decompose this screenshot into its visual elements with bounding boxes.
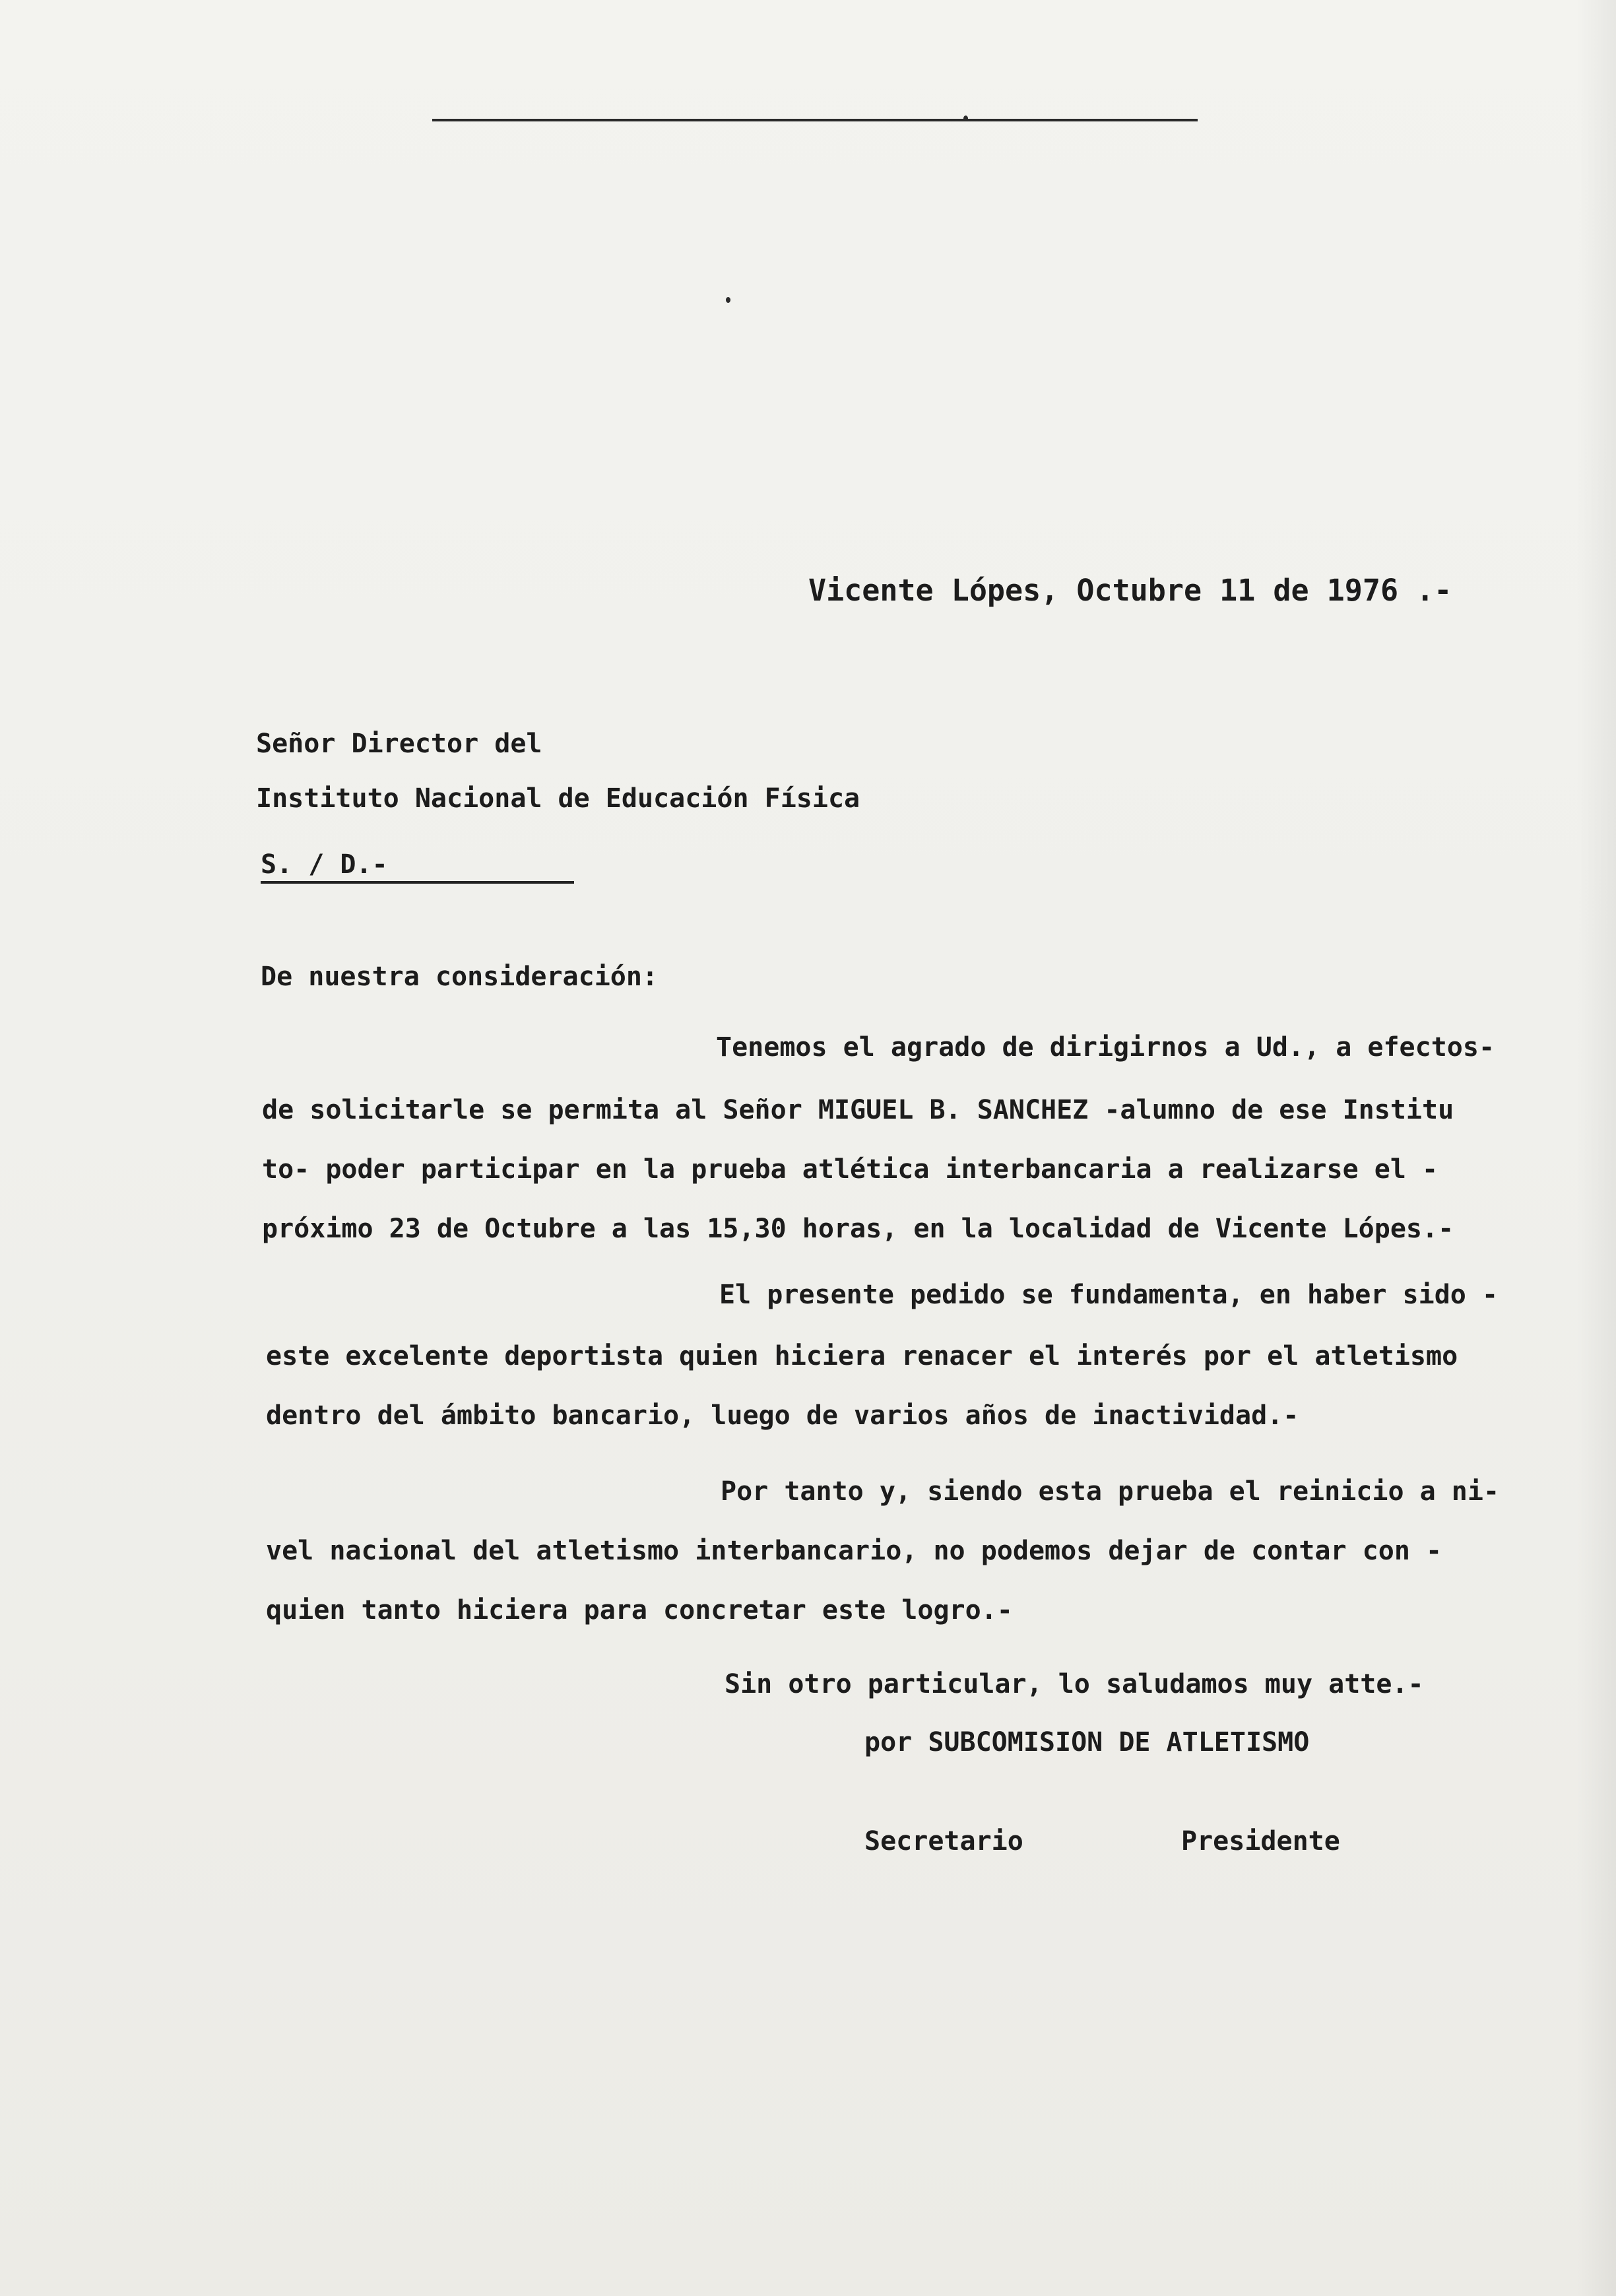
signed-by: por SUBCOMISION DE ATLETISMO — [864, 1727, 1310, 1757]
paragraph3-line2: vel nacional del atletismo interbancario, no podemos dejar de contar con - — [266, 1536, 1442, 1566]
paragraph3-line1: Por tanto y, siendo esta prueba el reinicio a ni- — [721, 1476, 1500, 1507]
paragraph2-line2: este excelente deportista quien hiciera renacer el interés por el atletismo — [266, 1341, 1458, 1371]
top-rule — [432, 119, 1198, 121]
paragraph2-line1: El presente pedido se fundamenta, en haber sido - — [719, 1280, 1499, 1310]
ink-speck — [963, 115, 968, 121]
paragraph3-line3: quien tanto hiciera para concretar este logro.- — [266, 1595, 1013, 1625]
paragraph1-line4: próximo 23 de Octubre a las 15,30 horas, en la localidad de Vicente Lópes.- — [262, 1214, 1454, 1244]
closing-line: Sin otro particular, lo saludamos muy atte.- — [725, 1669, 1424, 1699]
recipient-line-3: S. / D.- — [261, 849, 388, 880]
signature-president: Presidente — [1181, 1826, 1340, 1856]
recipient-underline — [261, 881, 574, 884]
salutation: De nuestra consideración: — [261, 962, 659, 992]
paragraph1-line2: de solicitarle se permita al Señor MIGUEL B. SANCHEZ -alumno de ese Institu — [262, 1095, 1454, 1125]
paragraph1-line1: Tenemos el agrado de dirigirnos a Ud., a efectos- — [716, 1032, 1495, 1063]
signature-secretary: Secretario — [864, 1826, 1023, 1856]
ink-speck — [726, 297, 730, 303]
date-line: Vicente Lópes, Octubre 11 de 1976 .- — [808, 573, 1452, 608]
recipient-line-2: Instituto Nacional de Educación Física — [256, 783, 860, 814]
paragraph2-line3: dentro del ámbito bancario, luego de varios años de inactividad.- — [266, 1400, 1299, 1431]
recipient-line-1: Señor Director del — [256, 729, 542, 759]
paragraph1-line3: to- poder participar en la prueba atlética interbancaria a realizarse el - — [262, 1154, 1438, 1185]
paper-edge-shadow — [1576, 0, 1616, 2296]
